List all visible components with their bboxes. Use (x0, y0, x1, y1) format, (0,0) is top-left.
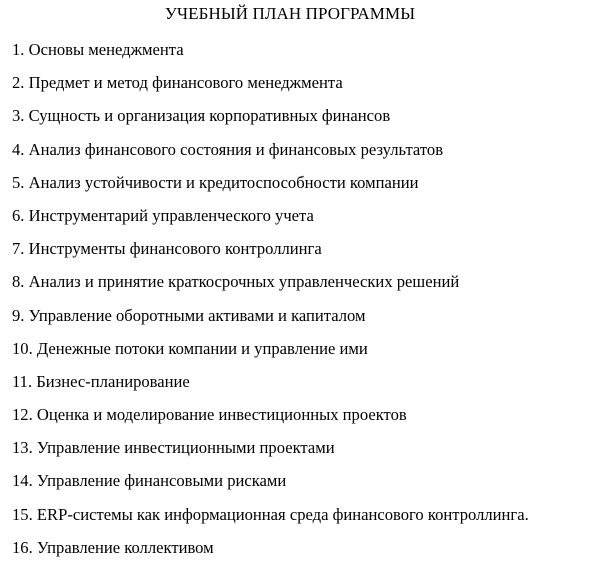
list-item: 12. Оценка и моделирование инвестиционных проектов (12, 405, 407, 425)
list-item: 15. ERP-системы как информационная среда финансового контроллинга. (12, 504, 529, 524)
list-item: 2. Предмет и метод финансового менеджмента (12, 73, 343, 93)
list-item: 7. Инструменты финансового контроллинга (12, 239, 322, 259)
list-item: 16. Управление коллективом (12, 537, 214, 557)
list-item: 1. Основы менеджмента (12, 40, 184, 59)
list-item: 14. Управление финансовыми рисками (12, 471, 287, 491)
list-item: 3. Сущность и организация корпоративных финансов (12, 106, 391, 126)
list-item: 9. Управление оборотными активами и капиталом (12, 305, 366, 325)
page-title: УЧЕБНЫЙ ПЛАН ПРОГРАММЫ (164, 4, 416, 23)
list-item: 6. Инструментарий управленческого учета (12, 205, 314, 225)
list-item: 5. Анализ устойчивости и кредитоспособности компании (12, 172, 419, 192)
list-item: 11. Бизнес-планирование (12, 371, 190, 391)
list-item: 4. Анализ финансового состояния и финансовых результатов (12, 139, 444, 159)
list-item: 13. Управление инвестиционными проектами (12, 438, 335, 458)
curriculum-list (12, 40, 529, 571)
list-item: 10. Денежные потоки компании и управление ими (12, 338, 368, 358)
list-item: 8. Анализ и принятие краткосрочных управленческих решений (12, 272, 460, 292)
